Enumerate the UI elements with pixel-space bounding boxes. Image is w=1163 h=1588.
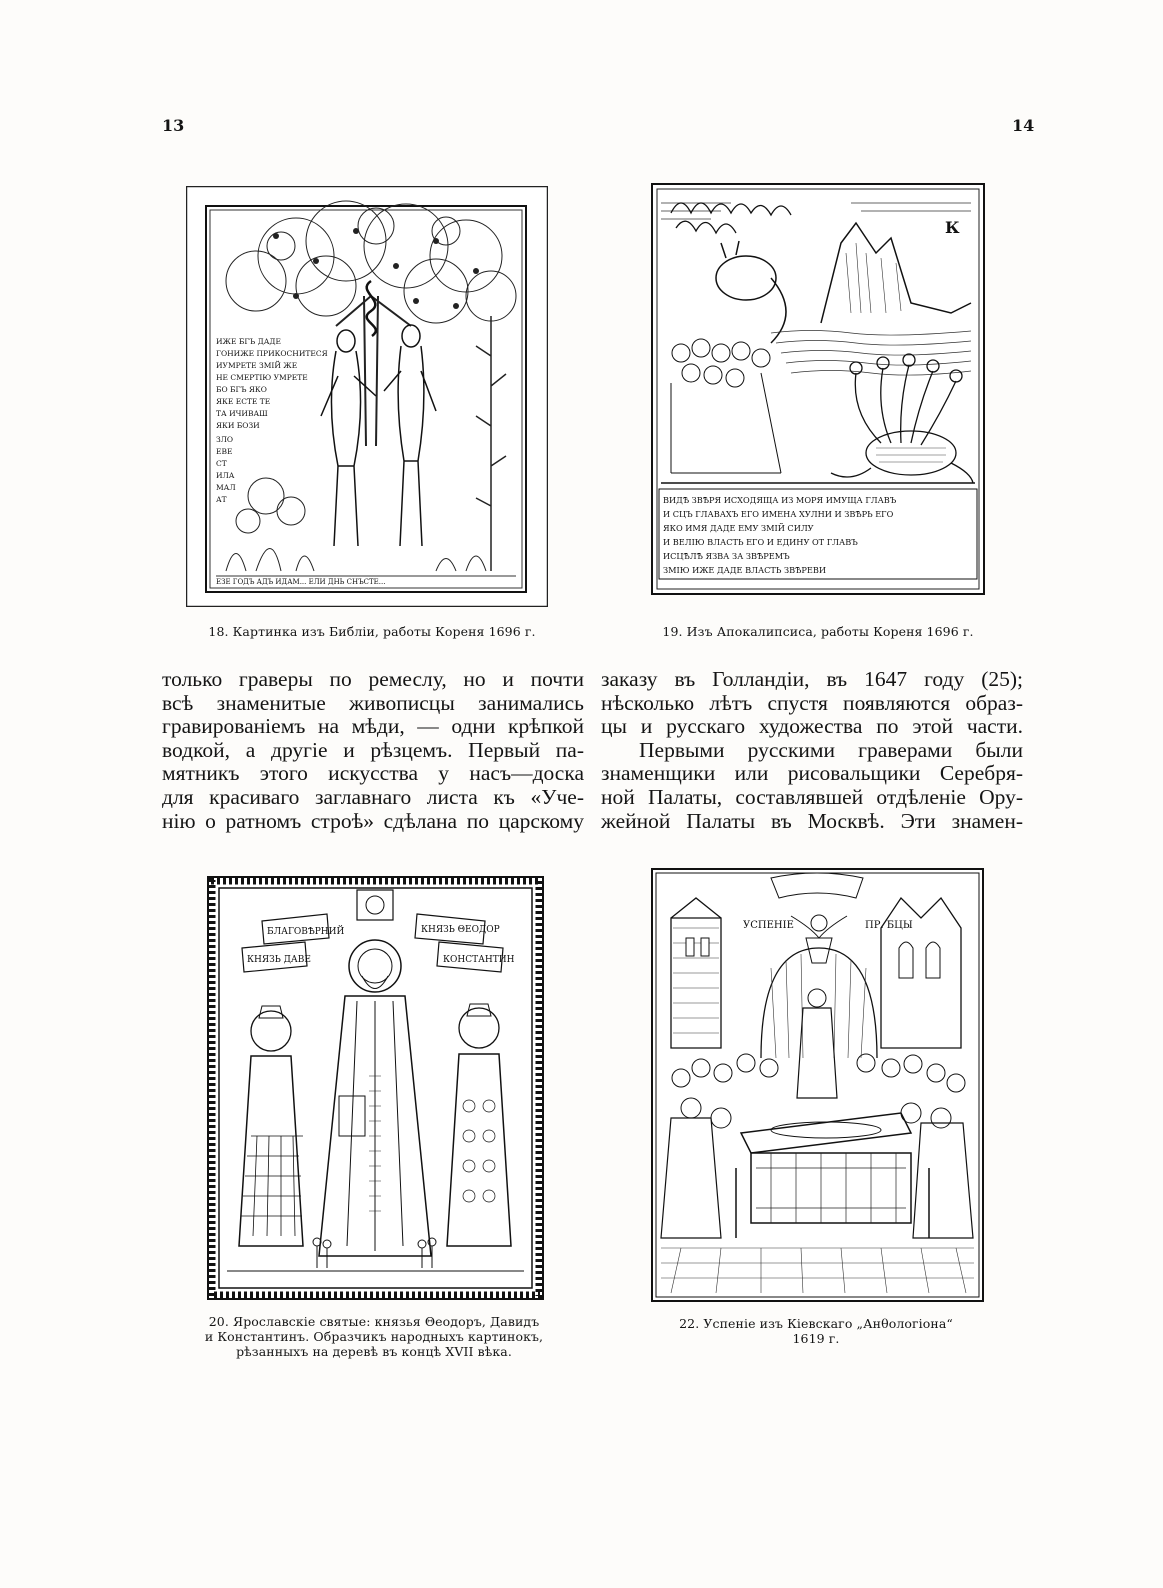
figure-22-engraving [651,868,984,1302]
fig18-inscription-line: ЯКИ БОЗИ [216,421,260,430]
fig22-inscription-left: УСПЕНІЕ [743,920,794,931]
body-text-left-column [162,668,584,833]
figure-20-caption: 20. Ярославскіе святые: князья Θеодоръ, Давидъ и Константинъ. Образчикъ народныхъ картинокъ, рѣзанныхъ на деревѣ въ концѣ XVII вѣка. [204,1314,544,1359]
text-line: цы и русскаго художества по этой части. [601,714,1023,739]
figure-18-engraving [186,186,548,607]
fig19-text-line: ЯКО ИМЯ ДАДЕ ЕМУ ЗМІЙ СИЛУ [663,523,814,533]
fig18-inscription-line: ИЛА [216,471,235,480]
figure-18-caption: 18. Картинка изъ Библіи, работы Кореня 1696 г. [208,624,536,639]
fig18-inscription-line: МАЛ [216,483,236,492]
fig18-inscription-line: БО БГЪ ЯКО [216,385,267,394]
fig20-banner-left-bottom: КНЯЗЬ ДАВЕ [247,955,311,965]
page-number-left: 13 [162,116,185,135]
text-line: для красиваго заглавнаго листа къ «Уче- [162,784,584,809]
fig19-text-line: ЗМІЮ ИЖЕ ДАДЕ ВЛАСТЬ ЗВѢРЕВИ [663,565,826,575]
fig18-inscription-line: ГОНИЖЕ ПРИКОСНИТЕСЯ [216,349,328,358]
text-line: знаменщики или рисовальщики Серебря- [601,761,1023,786]
text-line: только граверы по ремеслу, но и почти [162,667,584,691]
body-text-right-column [601,668,1023,833]
fig20-banner-right-top: КНЯЗЬ ΘЕОДОР [421,925,500,935]
text-line: гравированіемъ на мѣди, — одни крѣпкой [162,714,584,739]
fig18-inscription-line: ЗЛО [216,435,234,444]
text-line: нію о ратномъ строѣ» сдѣлана по царскому [162,808,584,833]
fig18-inscription-line: ТА ИЧИВАШ [216,409,268,418]
text-line: Первыми русскими граверами были [639,737,1023,762]
fig18-inscription-line: АТ [216,495,227,504]
page-number-right: 14 [1012,116,1035,135]
figure-22-caption: 22. Успеніе изъ Кіевскаго „Анθологіона“ 1619 г. [679,1316,953,1346]
text-line: нѣсколько лѣтъ спустя появляются образ- [601,690,1023,715]
fig18-inscription-line: ИУМРЕТЕ ЗМІЙ ЖЕ [216,361,298,370]
fig20-banner-right-bottom: КОНСТАНТИН [443,955,515,965]
fig19-text-line: И СЦЪ ГЛАВАХЪ ЕГО ИМЕНА ХУЛНИ И ЗВѢРЬ ЕГО [663,509,894,519]
fig18-inscription-line: ЕВЕ [216,447,233,456]
text-line: ной Палаты, составлявшей отдѣленіе Ору- [601,784,1023,809]
text-line: заказу въ Голландіи, въ 1647 году (25); [601,667,1023,691]
fig19-text-line: И ВЕЛІЮ ВЛАСТЬ ЕГО И ЕДИНУ ОТ ГЛАВЪ [663,537,858,547]
fig18-inscription-line: ЯКЕ ЕСТЕ ТЕ [216,397,271,406]
text-line: водкой, а другіе и рѣзцемъ. Первый па- [162,737,584,762]
fig18-inscription-line: НЕ СМЕРТІЮ УМРЕТЕ [216,373,308,382]
fig18-bottom-text: ЕЗЕ ГОДЪ АДЪ ИДАМ... ЕЛИ ДНЬ СНЪСТЕ... [216,578,386,586]
fig18-inscription-line: ИЖЕ БГЪ ДАДЕ [216,337,281,346]
fig19-letter: К [945,218,960,237]
text-line: всѣ знаменитые живописцы занимались [162,690,584,715]
text-line: мятникъ этого искусства у насъ—доска [162,761,584,786]
fig19-text-line: ИСЦѢЛѢ ЯЗВА ЗА ЗВѢРЕМЪ [663,551,790,561]
fig19-text-line: ВИДѢ ЗВѢРЯ ИСХОДЯЩА ИЗ МОРЯ ИМУЩА ГЛАВЪ [663,495,897,505]
text-line: жейной Палаты въ Москвѣ. Эти знамен- [601,808,1023,833]
figure-19-engraving [651,183,985,595]
figure-20-engraving [207,876,544,1300]
fig20-banner-left-top: БЛАГОВѢРНИЙ [267,927,345,937]
figure-19-caption: 19. Изъ Апокалипсиса, работы Кореня 1696 г. [662,624,974,639]
fig22-inscription-right: ПР. БЦЫ [865,920,913,931]
fig18-inscription-line: СТ [216,459,227,468]
